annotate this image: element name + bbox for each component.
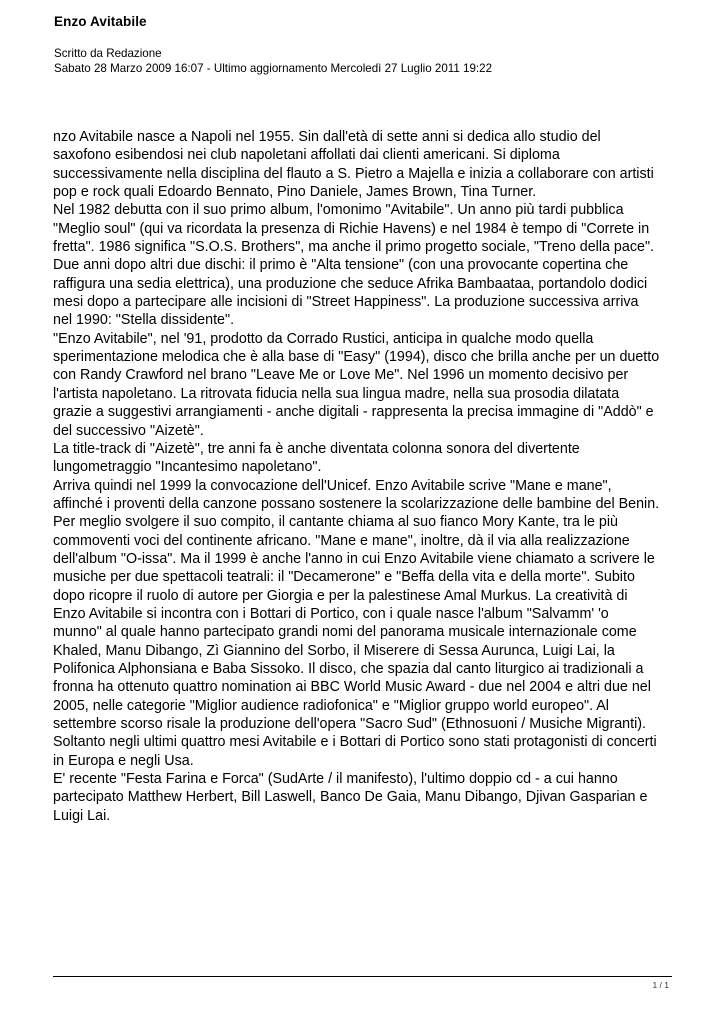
body-text-line: "Enzo Avitabile", nel '91, prodotto da Corrado Rustici, anticipa in qualche modo quella [53,330,594,347]
body-text-line: nel 1990: "Stella dissidente". [53,312,235,329]
body-text-line: del successivo "Aizetè". [53,422,204,439]
body-text-line: munno" al quale hanno partecipato grandi nomi del panorama musicale internazionale come [53,624,637,641]
body-text-line: La title-track di "Aizetè", tre anni fa è anche diventata colonna sonora del divertente [53,440,580,457]
body-text-line: partecipato Matthew Herbert, Bill Laswell, Banco De Gaia, Manu Dibango, Djivan Gasparian e [53,789,648,806]
body-text-line: Nel 1982 debutta con il suo primo album, l'omonimo "Avitabile". Un anno più tardi pubblica [53,202,624,219]
body-text-line: Enzo Avitabile si incontra con i Bottari di Portico, con i quale nasce l'album "Salvamm' 'o [53,605,609,622]
body-text-line: Polifonica Alphonsiana e Baba Sissoko. Il disco, che spazia dal canto liturgico ai tradizionali a [53,660,644,677]
page-title: Enzo Avitabile [54,14,147,29]
author-line: Scritto da Redazione [54,47,162,60]
body-text-line: Soltanto negli ultimi quattro mesi Avitabile e i Bottari di Portico sono stati protagonisti di concerti [53,734,657,751]
article-body [53,128,678,825]
body-text-line: Due anni dopo altri due dischi: il primo è "Alta tensione" (con una provocante copertina che [53,257,629,274]
body-text-line: nzo Avitabile nasce a Napoli nel 1955. Sin dall'età di sette anni si dedica allo studio del [53,129,601,145]
body-text-line: fronna ha ottenuto quattro nomination ai BBC World Music Award - due nel 2004 e altri due nel [53,679,651,696]
body-text-line: Arriva quindi nel 1999 la convocazione dell'Unicef. Enzo Avitabile scrive "Mane e mane", [53,477,612,494]
body-text-line: dell'album "O-issa". Ma il 1999 è anche l'anno in cui Enzo Avitabile viene chiamato a scrivere le [53,550,655,567]
body-text-line: con Randy Crawford nel brano "Leave Me or Love Me". Nel 1996 un momento decisivo per [53,367,629,384]
body-text-line: l'artista napoletano. La ritrovata fiducia nella sua lingua madre, nella sua prosodia dilatata [53,385,620,402]
footer-divider [53,976,672,977]
body-text-line: 2005, nelle categorie "Miglior audience radiofonica" e "Miglior gruppo world europeo". Al [53,697,609,714]
body-text-line: Luigi Lai. [53,807,111,824]
body-text-line: musiche per due spettacoli teatrali: il "Decamerone" e "Beffa della vita e della morte". Subito [53,569,635,586]
body-text-line: Per meglio svolgere il suo compito, il cantante chiama al suo fianco Mory Kante, tra le più [53,514,619,531]
body-text-line: dopo ricopre il ruolo di autore per Giorgia e per la palestinese Amal Murkus. La creatività di [53,587,628,604]
body-text-line: grazie a suggestivi arrangiamenti - anche digitali - rappresenta la precisa immagine di "Addò" e [53,404,654,421]
body-text-line: E' recente "Festa Farina e Forca" (SudArte / il manifesto), l'ultimo doppio cd - a cui hanno [53,771,618,788]
body-text-line: mesi dopo a partecipare alle incisioni di "Street Happiness". La produzione successiva arriva [53,294,639,311]
page-number: 1 / 1 [652,980,669,990]
body-text-line: saxofono esibendosi nei club napoletani affollati dai clienti americani. Si diploma [53,147,560,164]
body-text-line: lungometraggio "Incantesimo napoletano". [53,459,322,476]
article-meta [54,46,492,76]
body-text-line: "Meglio soul" (qui va ricordata la presenza di Richie Havens) e nel 1984 è tempo di "Correte in [53,220,650,237]
body-text-line: Khaled, Manu Dibango, Zì Giannino del Sorbo, il Miserere di Sessa Aurunca, Luigi Lai, la [53,642,615,659]
date-line: Sabato 28 Marzo 2009 16:07 - Ultimo aggiornamento Mercoledì 27 Luglio 2011 19:22 [54,62,493,75]
body-text-line: pop e rock quali Edoardo Bennato, Pino Daniele, James Brown, Tina Turner. [53,184,537,201]
body-text-line: commoventi voci del continente africano. "Mane e mane", inoltre, dà il via alla realizzazione [53,532,630,549]
body-text-line: settembre scorso risale la produzione dell'opera "Sacro Sud" (Ethnosuoni / Musiche Migranti). [53,716,646,732]
body-text-line: raffigura una sedia elettrica), una produzione che seduce Afrika Bambaataa, portandolo dodici [53,275,648,292]
body-text-line: affinché i proventi della canzone possano sostenere la scolarizzazione delle bambine del Benin. [53,495,660,512]
body-text-line: successivamente nella disciplina del flauto a S. Pietro a Majella e inizia a collaborare con artisti [53,165,654,182]
body-text-line: sperimentazione melodica che è alla base di "Easy" (1994), disco che brilla anche per un duetto [53,349,660,366]
body-text-line: fretta". 1986 significa "S.O.S. Brothers", ma anche il primo progetto sociale, "Treno della pace". [53,239,654,256]
body-text-line: in Europa e negli Usa. [53,752,194,769]
